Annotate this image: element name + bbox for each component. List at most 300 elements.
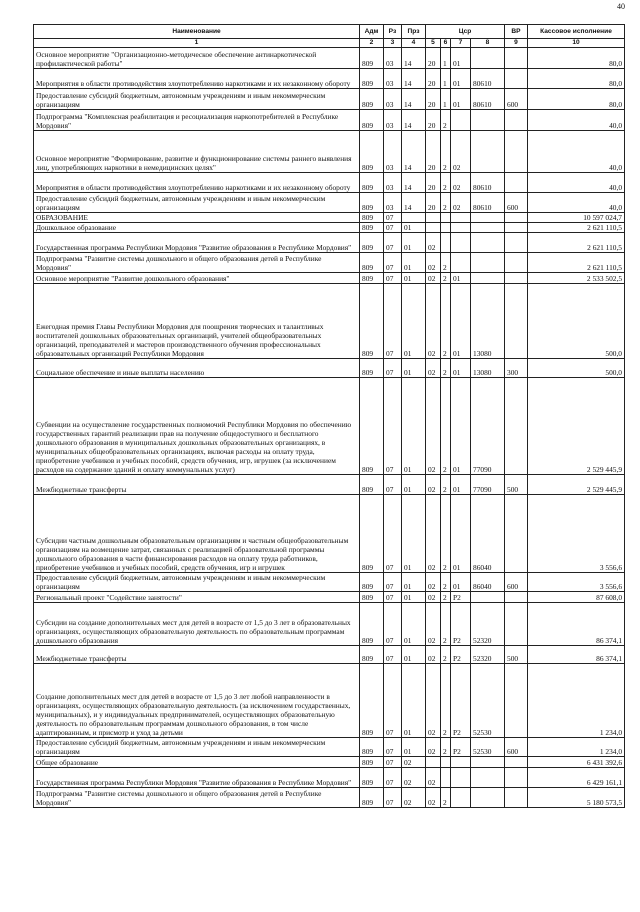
row-prz: 01 [402,273,426,284]
row-csr-event: P2 [451,664,471,738]
budget-table [33,24,625,808]
row-adm: 809 [360,193,384,213]
row-name: Общее образование [34,757,360,768]
row-vr [505,603,528,646]
row-csr-subprogram: 1 [441,48,451,69]
row-amount: 500,0 [528,284,625,359]
header-adm: Адм [360,25,384,39]
row-rz: 07 [384,233,402,253]
row-rz: 03 [384,89,402,110]
row-amount: 40,0 [528,110,625,131]
row-csr-direction [471,757,505,768]
row-csr-subprogram: 2 [441,738,451,757]
row-rz: 03 [384,69,402,89]
row-csr-direction: 80610 [471,173,505,193]
row-csr-subprogram: 1 [441,89,451,110]
column-number: 4 [402,39,426,48]
row-csr-event: 01 [451,475,471,495]
row-vr: 600 [505,193,528,213]
row-csr-subprogram: 2 [441,378,451,475]
row-csr-subprogram: 2 [441,193,451,213]
row-name: Мероприятия в области противодействия злоупотреблению наркотиками и их незаконному обороту [34,173,360,193]
row-adm: 809 [360,69,384,89]
table-row [34,193,625,213]
row-csr-program: 02 [426,273,441,284]
row-amount: 1 234,0 [528,664,625,738]
row-adm: 809 [360,48,384,69]
row-amount: 1 234,0 [528,738,625,757]
row-prz: 14 [402,48,426,69]
table-row [34,378,625,475]
row-csr-program: 20 [426,89,441,110]
row-name: Основное мероприятие "Формирование, развитие и функционирование системы раннего выявления лиц, употребляющих наркотики в немедицинских целях" [34,131,360,173]
table-header [34,25,625,48]
row-name: Предоставление субсидий бюджетным, автономным учреждениям и иным некоммерческим организациям [34,89,360,110]
row-csr-direction [471,768,505,788]
row-prz: 14 [402,193,426,213]
row-name: Межбюджетные трансферты [34,646,360,664]
row-prz: 01 [402,284,426,359]
row-prz: 01 [402,253,426,273]
row-prz: 02 [402,757,426,768]
row-vr [505,273,528,284]
row-prz: 02 [402,768,426,788]
row-csr-subprogram: 2 [441,359,451,378]
row-rz: 07 [384,646,402,664]
column-number: 3 [384,39,402,48]
row-csr-event: 02 [451,193,471,213]
row-csr-event [451,788,471,808]
row-rz: 07 [384,378,402,475]
row-csr-event: 01 [451,495,471,573]
row-csr-subprogram: 2 [441,664,451,738]
row-rz: 07 [384,757,402,768]
row-prz: 01 [402,233,426,253]
row-csr-program: 02 [426,495,441,573]
row-adm: 809 [360,757,384,768]
row-csr-program: 02 [426,592,441,603]
row-csr-program: 02 [426,378,441,475]
row-vr [505,110,528,131]
row-amount: 500,0 [528,359,625,378]
row-vr [505,48,528,69]
row-csr-subprogram: 2 [441,273,451,284]
row-name: Субвенции на осуществление государственных полномочий Республики Мордовия по обеспечению государственных гарантий реализации прав на получение общедоступного и бесплатного дошкольного образования в муниципальных дошкольных образовательных организациях, в муниципальных общеобразовательных организациях, включая расходы на оплату труда, приобретение учебников и учебных пособий, средств обучения, игр, игрушек (за исключением расходов на содержание зданий и оплату коммунальных услуг) [34,378,360,475]
row-rz: 07 [384,284,402,359]
row-amount: 2 529 445,9 [528,475,625,495]
row-csr-event: P2 [451,646,471,664]
row-amount: 2 621 110,5 [528,233,625,253]
row-amount: 86 374,1 [528,646,625,664]
row-vr [505,788,528,808]
row-prz: 14 [402,89,426,110]
row-adm: 809 [360,646,384,664]
row-vr: 500 [505,646,528,664]
row-rz: 03 [384,193,402,213]
row-prz: 01 [402,603,426,646]
row-name: Создание дополнительных мест для детей в возрасте от 1,5 до 3 лет любой направленности в организациях, осуществляющих образовательную деятельность (за исключением государственных, муниципальных), и у индивидуальных предпринимателей, осуществляющих образовательную деятельность по образовательным программам дошкольного образования, в том числе адаптированным, и присмотр и уход за детьми [34,664,360,738]
row-csr-subprogram: 2 [441,110,451,131]
page-number: 40 [617,2,625,11]
row-csr-program: 02 [426,788,441,808]
table-row [34,646,625,664]
row-amount: 5 180 573,5 [528,788,625,808]
row-name: Социальное обеспечение и иные выплаты населению [34,359,360,378]
row-amount: 80,0 [528,48,625,69]
row-name: Основное мероприятие "Организационно-методическое обеспечение антинаркотической профилактической работы" [34,48,360,69]
column-number: 9 [505,39,528,48]
row-prz: 01 [402,359,426,378]
row-csr-direction: 52320 [471,646,505,664]
row-rz: 07 [384,223,402,233]
row-amount: 80,0 [528,69,625,89]
table-row [34,110,625,131]
row-csr-event [451,768,471,788]
row-rz: 07 [384,213,402,223]
row-csr-subprogram [441,213,451,223]
row-adm: 809 [360,89,384,110]
row-amount: 10 597 024,7 [528,213,625,223]
row-rz: 07 [384,573,402,592]
row-csr-program [426,213,441,223]
table-row [34,273,625,284]
row-csr-event: P2 [451,603,471,646]
row-csr-event [451,233,471,253]
row-name: ОБРАЗОВАНИЕ [34,213,360,223]
row-csr-subprogram: 2 [441,573,451,592]
row-name: Субсидии на создание дополнительных мест для детей в возрасте от 1,5 до 3 лет в образовательных организациях, осуществляющих образовательную деятельность по образовательным программам дошкольного образования [34,603,360,646]
row-csr-program: 20 [426,48,441,69]
row-name: Подпрограмма "Развитие системы дошкольного и общего образования детей в Республике Мордовия" [34,788,360,808]
row-adm: 809 [360,173,384,193]
row-vr [505,173,528,193]
row-vr [505,223,528,233]
table-row [34,233,625,253]
table-row [34,173,625,193]
row-csr-program: 02 [426,253,441,273]
row-vr [505,69,528,89]
table-row [34,284,625,359]
table-row [34,131,625,173]
row-adm: 809 [360,495,384,573]
row-csr-program [426,757,441,768]
row-name: Ежегодная премия Главы Республики Мордовия для поощрения творческих и талантливых воспитателей дошкольных образовательных организаций, учителей общеобразовательных организаций, преподавателей и мастеров производственного обучения профессиональных образовательных организаций Республики Мордовия [34,284,360,359]
row-csr-direction [471,48,505,69]
table-row [34,573,625,592]
row-csr-program: 02 [426,646,441,664]
row-csr-subprogram [441,757,451,768]
table-row [34,768,625,788]
row-vr [505,495,528,573]
row-csr-program: 02 [426,359,441,378]
row-amount: 40,0 [528,193,625,213]
header-amount: Кассовое исполнение [528,25,625,39]
row-rz: 07 [384,495,402,573]
row-csr-program: 02 [426,284,441,359]
row-csr-event: P2 [451,592,471,603]
row-amount: 86 374,1 [528,603,625,646]
row-amount: 3 556,6 [528,495,625,573]
row-csr-direction [471,223,505,233]
row-csr-program: 02 [426,475,441,495]
table-row [34,48,625,69]
row-rz: 07 [384,273,402,284]
row-csr-direction: 13080 [471,284,505,359]
row-vr: 600 [505,738,528,757]
row-adm: 809 [360,664,384,738]
row-prz: 02 [402,788,426,808]
row-csr-subprogram: 1 [441,69,451,89]
row-amount: 2 621 110,5 [528,253,625,273]
table-row [34,213,625,223]
header-prz: Прз [402,25,426,39]
row-rz: 07 [384,603,402,646]
table-row [34,592,625,603]
row-csr-direction [471,213,505,223]
row-vr: 600 [505,89,528,110]
row-amount: 6 429 161,1 [528,768,625,788]
row-csr-direction: 52530 [471,664,505,738]
table-row [34,89,625,110]
row-csr-event: 02 [451,173,471,193]
row-csr-subprogram: 2 [441,173,451,193]
table-row [34,757,625,768]
column-numbers-row [34,39,625,48]
row-csr-event: 01 [451,378,471,475]
row-rz: 07 [384,592,402,603]
header-rz: Рз [384,25,402,39]
table-row [34,69,625,89]
row-adm: 809 [360,273,384,284]
row-csr-event: 01 [451,273,471,284]
row-csr-direction: 80610 [471,193,505,213]
row-prz: 01 [402,223,426,233]
row-csr-direction: 86040 [471,495,505,573]
table-row [34,475,625,495]
row-prz: 01 [402,664,426,738]
row-adm: 809 [360,110,384,131]
row-adm: 809 [360,253,384,273]
header-csr: Цср [426,25,505,39]
row-csr-program: 02 [426,768,441,788]
row-amount: 40,0 [528,131,625,173]
row-csr-direction: 77090 [471,378,505,475]
row-name: Подпрограмма "Комплексная реабилитация и ресоциализация наркопотребителей в Республике Мордовия" [34,110,360,131]
row-name: Дошкольное образование [34,223,360,233]
column-number: 7 [451,39,471,48]
row-csr-program: 02 [426,233,441,253]
row-csr-subprogram: 2 [441,592,451,603]
row-csr-event [451,223,471,233]
row-csr-subprogram [441,233,451,253]
row-amount: 6 431 392,6 [528,757,625,768]
row-amount: 80,0 [528,89,625,110]
row-csr-direction: 77090 [471,475,505,495]
row-csr-event: 02 [451,131,471,173]
row-csr-subprogram: 2 [441,603,451,646]
table-row [34,223,625,233]
row-amount: 2 533 502,5 [528,273,625,284]
row-csr-subprogram: 2 [441,475,451,495]
row-csr-direction: 86040 [471,573,505,592]
row-csr-direction [471,592,505,603]
row-name: Мероприятия в области противодействия злоупотреблению наркотиками и их незаконному обороту [34,69,360,89]
row-amount: 3 556,6 [528,573,625,592]
row-adm: 809 [360,592,384,603]
row-csr-direction [471,273,505,284]
row-prz: 01 [402,495,426,573]
row-vr [505,131,528,173]
column-number: 10 [528,39,625,48]
row-vr [505,233,528,253]
row-csr-subprogram: 2 [441,788,451,808]
row-name: Предоставление субсидий бюджетным, автономным учреждениям и иным некоммерческим организациям [34,573,360,592]
table-row [34,253,625,273]
row-prz: 01 [402,378,426,475]
row-prz: 01 [402,475,426,495]
row-adm: 809 [360,131,384,173]
row-prz: 14 [402,173,426,193]
row-vr: 500 [505,475,528,495]
row-name: Основное мероприятие "Развитие дошкольного образования" [34,273,360,284]
row-vr: 600 [505,573,528,592]
row-vr: 300 [505,359,528,378]
row-csr-program: 20 [426,69,441,89]
row-vr [505,592,528,603]
row-name: Предоставление субсидий бюджетным, автономным учреждениям и иным некоммерческим организациям [34,193,360,213]
row-csr-event: 01 [451,89,471,110]
row-name: Государственная программа Республики Мордовия "Развитие образования в Республике Мордовия" [34,768,360,788]
row-csr-event: 01 [451,69,471,89]
row-prz: 01 [402,573,426,592]
row-prz: 14 [402,69,426,89]
row-csr-direction: 80610 [471,69,505,89]
row-rz: 07 [384,475,402,495]
row-prz [402,213,426,223]
row-csr-event: 01 [451,359,471,378]
row-adm: 809 [360,738,384,757]
row-prz: 01 [402,738,426,757]
header-name: Наименование [34,25,360,39]
row-csr-program [426,223,441,233]
row-amount: 40,0 [528,173,625,193]
row-csr-event [451,110,471,131]
row-adm: 809 [360,788,384,808]
row-csr-direction: 52320 [471,603,505,646]
row-adm: 809 [360,359,384,378]
column-number: 2 [360,39,384,48]
table-body [34,48,625,808]
row-rz: 03 [384,48,402,69]
row-csr-subprogram: 2 [441,131,451,173]
row-csr-program: 02 [426,573,441,592]
row-csr-event: P2 [451,738,471,757]
column-number: 1 [34,39,360,48]
row-csr-subprogram: 2 [441,495,451,573]
row-adm: 809 [360,223,384,233]
column-number: 5 [426,39,441,48]
row-name: Государственная программа Республики Мордовия "Развитие образования в Республике Мордовия" [34,233,360,253]
row-rz: 07 [384,788,402,808]
row-vr [505,664,528,738]
row-vr [505,378,528,475]
column-number: 6 [441,39,451,48]
table-row [34,359,625,378]
table-row [34,603,625,646]
row-rz: 03 [384,110,402,131]
row-csr-subprogram: 2 [441,253,451,273]
row-rz: 07 [384,768,402,788]
row-csr-subprogram: 2 [441,646,451,664]
row-csr-program: 02 [426,664,441,738]
table-row [34,664,625,738]
row-adm: 809 [360,768,384,788]
row-rz: 03 [384,131,402,173]
column-number: 8 [471,39,505,48]
row-csr-event: 01 [451,284,471,359]
row-adm: 809 [360,573,384,592]
row-prz: 01 [402,646,426,664]
row-rz: 03 [384,173,402,193]
row-csr-direction: 52530 [471,738,505,757]
row-csr-event: 01 [451,573,471,592]
row-name: Подпрограмма "Развитие системы дошкольного и общего образования детей в Республике Мордовия" [34,253,360,273]
row-name: Межбюджетные трансферты [34,475,360,495]
row-csr-program: 20 [426,193,441,213]
row-csr-program: 02 [426,603,441,646]
row-csr-subprogram [441,223,451,233]
row-prz: 14 [402,110,426,131]
row-adm: 809 [360,213,384,223]
row-rz: 07 [384,253,402,273]
row-name: Региональный проект "Содействие занятости" [34,592,360,603]
row-rz: 07 [384,664,402,738]
row-csr-direction [471,788,505,808]
row-csr-event [451,253,471,273]
row-csr-program: 02 [426,738,441,757]
row-csr-subprogram [441,768,451,788]
row-csr-subprogram: 2 [441,284,451,359]
table-row [34,788,625,808]
row-csr-program: 20 [426,110,441,131]
row-csr-direction: 80610 [471,89,505,110]
row-vr [505,768,528,788]
row-csr-direction [471,131,505,173]
row-prz: 14 [402,131,426,173]
row-csr-direction [471,110,505,131]
row-name: Предоставление субсидий бюджетным, автономным учреждениям и иным некоммерческим организациям [34,738,360,757]
row-amount: 2 529 445,9 [528,378,625,475]
table-row [34,495,625,573]
row-vr [505,253,528,273]
row-vr [505,213,528,223]
table-row [34,738,625,757]
row-adm: 809 [360,233,384,253]
row-csr-event [451,757,471,768]
row-adm: 809 [360,378,384,475]
row-csr-direction: 13080 [471,359,505,378]
row-adm: 809 [360,475,384,495]
row-csr-program: 20 [426,173,441,193]
row-adm: 809 [360,284,384,359]
row-prz: 01 [402,592,426,603]
row-csr-program: 20 [426,131,441,173]
row-csr-event: 01 [451,48,471,69]
row-amount: 2 621 110,5 [528,223,625,233]
row-name: Субсидии частным дошкольным образовательным организациям и частным общеобразовательным организациям на возмещение затрат, связанных с реализацией образовательной программы дошкольного образования в части финансирования расходов на оплату труда работников, приобретение учебников и учебных пособий, средств обучения, игр и игрушек [34,495,360,573]
row-adm: 809 [360,603,384,646]
row-rz: 07 [384,359,402,378]
